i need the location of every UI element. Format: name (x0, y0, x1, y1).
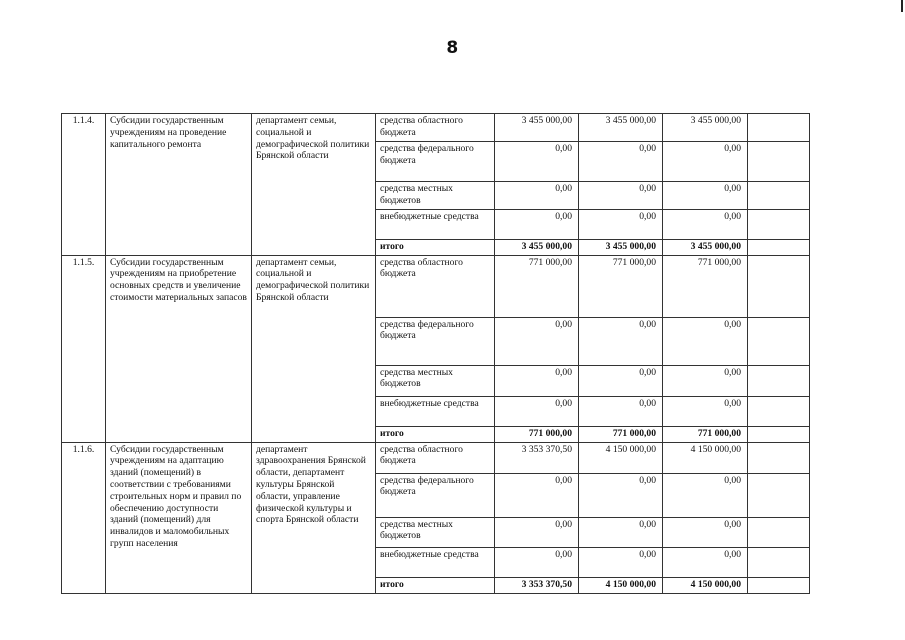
funding-value: 0,00 (579, 517, 663, 547)
row-code: 1.1.4. (62, 114, 106, 256)
funding-value: 0,00 (495, 517, 579, 547)
funding-value: 0,00 (495, 473, 579, 517)
funding-value (748, 473, 810, 517)
row-name: Субсидии государственным учреждениям на приобретение основных средств и увеличение стоимости материальных запасов (106, 255, 252, 442)
funding-value (748, 182, 810, 210)
budget-table (61, 113, 810, 594)
row-code: 1.1.5. (62, 255, 106, 442)
funding-value: 0,00 (495, 142, 579, 182)
funding-value (748, 317, 810, 365)
funding-value: 4 150 000,00 (579, 442, 663, 473)
funding-source: внебюджетные средства (376, 396, 495, 426)
funding-value: 4 150 000,00 (663, 442, 748, 473)
funding-value (748, 396, 810, 426)
row-name: Субсидии государственным учреждениям на проведение капитального ремонта (106, 114, 252, 256)
funding-value: 0,00 (579, 547, 663, 577)
funding-source: средства местных бюджетов (376, 182, 495, 210)
funding-value: 771 000,00 (663, 255, 748, 317)
table-row (62, 114, 810, 142)
funding-value: 0,00 (495, 547, 579, 577)
funding-total-value: 771 000,00 (579, 426, 663, 442)
page-edge-mark (901, 0, 903, 12)
funding-value (748, 114, 810, 142)
funding-source: средства федерального бюджета (376, 473, 495, 517)
funding-source-total: итого (376, 239, 495, 255)
funding-value: 0,00 (663, 182, 748, 210)
page-number: 8 (446, 38, 459, 58)
table-row (62, 442, 810, 473)
funding-value (748, 547, 810, 577)
funding-total-value: 3 353 370,50 (495, 577, 579, 593)
funding-source-total: итого (376, 426, 495, 442)
funding-total-value: 4 150 000,00 (579, 577, 663, 593)
funding-total-value: 771 000,00 (663, 426, 748, 442)
funding-value: 0,00 (495, 365, 579, 396)
row-executor: департамент семьи, социальной и демографической политики Брянской области (252, 255, 376, 442)
row-executor: департамент семьи, социальной и демографической политики Брянской области (252, 114, 376, 256)
funding-value: 0,00 (495, 317, 579, 365)
funding-value (748, 517, 810, 547)
funding-value (748, 255, 810, 317)
funding-value: 0,00 (495, 182, 579, 210)
funding-value: 0,00 (579, 365, 663, 396)
funding-value (748, 142, 810, 182)
funding-source: внебюджетные средства (376, 209, 495, 239)
funding-total-value (748, 239, 810, 255)
funding-source: средства местных бюджетов (376, 517, 495, 547)
funding-total-value: 771 000,00 (495, 426, 579, 442)
funding-value (748, 442, 810, 473)
funding-value: 0,00 (579, 182, 663, 210)
funding-total-value: 4 150 000,00 (663, 577, 748, 593)
funding-value: 0,00 (663, 365, 748, 396)
funding-value: 0,00 (579, 142, 663, 182)
funding-value: 0,00 (663, 517, 748, 547)
funding-value: 0,00 (495, 209, 579, 239)
funding-source: средства областного бюджета (376, 442, 495, 473)
row-name: Субсидии государственным учреждениям на адаптацию зданий (помещений) в соответствии с требованиями строительных норм и правил по обеспечению доступности зданий (помещений) для инвалидов и маломобильных групп населения (106, 442, 252, 593)
funding-source: средства областного бюджета (376, 255, 495, 317)
funding-total-value (748, 577, 810, 593)
funding-source: средства местных бюджетов (376, 365, 495, 396)
funding-total-value: 3 455 000,00 (495, 239, 579, 255)
row-code: 1.1.6. (62, 442, 106, 593)
funding-source: средства федерального бюджета (376, 142, 495, 182)
funding-value: 0,00 (579, 317, 663, 365)
funding-value: 0,00 (663, 473, 748, 517)
funding-value: 771 000,00 (579, 255, 663, 317)
funding-value: 0,00 (663, 396, 748, 426)
funding-value: 0,00 (495, 396, 579, 426)
funding-value: 0,00 (663, 209, 748, 239)
funding-value: 0,00 (579, 396, 663, 426)
funding-value: 3 353 370,50 (495, 442, 579, 473)
funding-total-value (748, 426, 810, 442)
funding-value: 3 455 000,00 (579, 114, 663, 142)
funding-source-total: итого (376, 577, 495, 593)
row-executor: департамент здравоохранения Брянской области, департамент культуры Брянской области, управление физической культуры и спорта Брянской области (252, 442, 376, 593)
funding-value: 0,00 (663, 547, 748, 577)
table-row (62, 255, 810, 317)
funding-source: внебюджетные средства (376, 547, 495, 577)
funding-value: 771 000,00 (495, 255, 579, 317)
funding-value: 3 455 000,00 (663, 114, 748, 142)
funding-total-value: 3 455 000,00 (579, 239, 663, 255)
funding-value: 0,00 (663, 142, 748, 182)
funding-value: 3 455 000,00 (495, 114, 579, 142)
funding-value: 0,00 (663, 317, 748, 365)
funding-value (748, 365, 810, 396)
funding-value: 0,00 (579, 473, 663, 517)
funding-value: 0,00 (579, 209, 663, 239)
funding-source: средства областного бюджета (376, 114, 495, 142)
funding-value (748, 209, 810, 239)
funding-source: средства федерального бюджета (376, 317, 495, 365)
funding-total-value: 3 455 000,00 (663, 239, 748, 255)
